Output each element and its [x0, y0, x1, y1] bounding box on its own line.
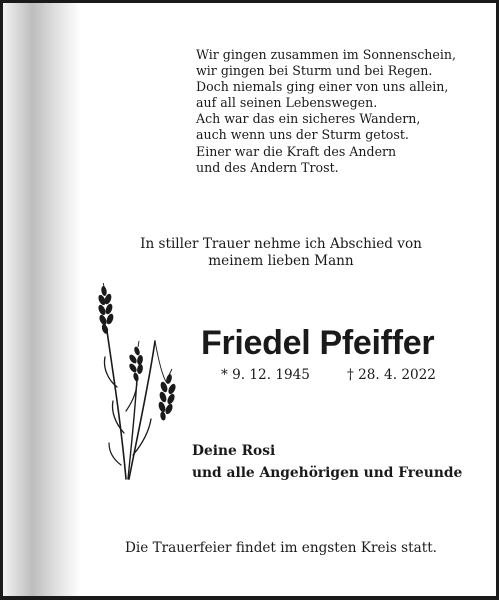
intro-line: meinem lieben Mann	[208, 253, 354, 269]
funeral-notice: Die Trauerfeier findet im engsten Kreis statt.	[125, 540, 437, 556]
intro-line: In stiller Trauer nehme ich Abschied von	[140, 236, 422, 252]
wheat-ears-icon	[93, 283, 193, 483]
mourner-line: Deine Rosi	[192, 443, 276, 459]
poem-line: auch wenn uns der Sturm getost.	[196, 127, 409, 143]
poem-line: auf all seinen Lebenswegen.	[196, 95, 378, 111]
memorial-poem	[196, 47, 486, 176]
poem-line: Einer war die Kraft des Andern	[196, 143, 397, 159]
poem-line: und des Andern Trost.	[196, 159, 339, 175]
poem-line: wir gingen bei Sturm und bei Regen.	[196, 63, 433, 79]
mourner-line: und alle Angehörigen und Freunde	[192, 465, 463, 481]
poem-line: Wir gingen zusammen im Sonnenschein,	[196, 47, 456, 62]
poem-line: Ach war das ein sicheres Wandern,	[196, 111, 421, 127]
deceased-name: Friedel Pfeiffer	[201, 324, 435, 362]
birth-date: * 9. 12. 1945	[221, 367, 310, 383]
poem-line: Doch niemals ging einer von uns allein,	[196, 79, 449, 95]
death-date: † 28. 4. 2022	[347, 367, 436, 383]
page-gutter-shadow	[3, 3, 81, 596]
